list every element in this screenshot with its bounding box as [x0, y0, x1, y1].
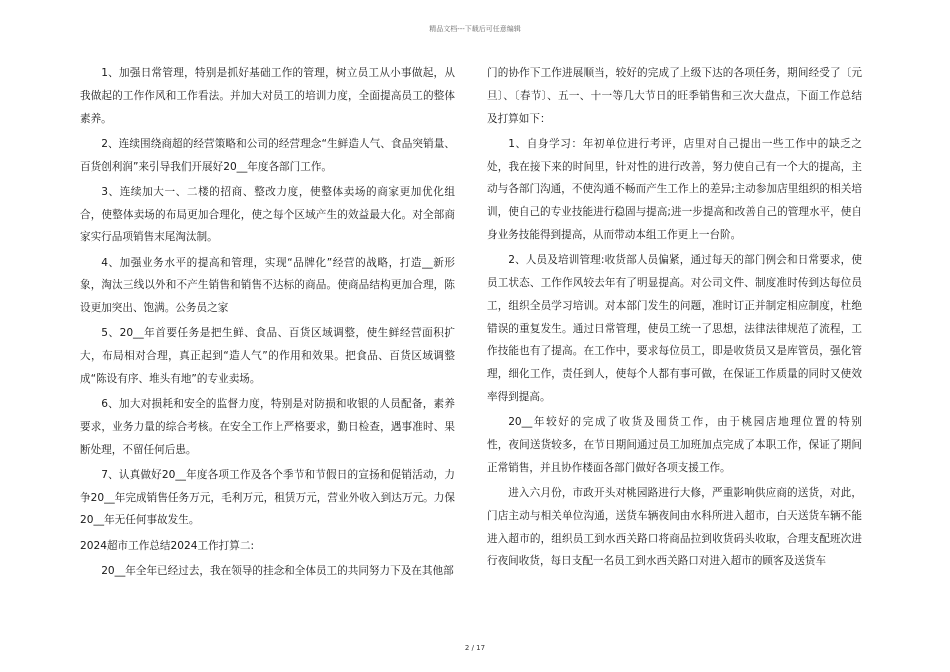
right-text-column: [487, 62, 894, 575]
paragraph: 4、加强业务水平的提高和管理，实现“品牌化”经营的战略，打造__新形象，淘汰三线以外和不产生销售和销售不达标的商品。使商品结构更加合理，陈设更加突出、饱满。公务员之家: [80, 256, 455, 315]
paragraph: 1、加强日常管理，特别是抓好基础工作的管理，树立员工从小事做起，从我做起的工作作风和工作看法。并加大对员工的培训力度，全面提高员工的整体素养。: [80, 67, 455, 125]
paragraph: 6、加大对损耗和安全的监督力度，特别是对防损和收银的人员配备，素养要求，业务力量的综合考核。在安全工作上严格要求，勤日检查，遇事准时、果断处理，不留任何后患。: [80, 398, 455, 456]
paragraph: 进入六月份，市政开头对桃园路进行大修，严重影响供应商的送货，对此，门店主动与相关单位沟通，送货车辆夜间由水科所进入超市，白天送货车辆不能进入超市的，组织员工到水西关路口将商品拉到收货码头收取，合理支配班次进行夜间收货，每日支配一名员工到水西关路口对进入超市的顾客及送货车: [487, 486, 862, 568]
paragraph: 1、自身学习：年初单位进行考评，店里对自己提出一些工作中的缺乏之处，我在接下来的时间里，针对性的进行改善，努力使自己有一个大的提高，主动与各部门沟通，不使沟通不畅而产生工作上的差异;主动参加店里组织的相关培训，使自己的专业技能进行稳固与提高;进一步提高和改善自己的管理水平，使自身业务技能得到提高，从而带动本组工作更上一台阶。: [487, 137, 862, 241]
left-text-column: [80, 62, 455, 585]
paragraph: 5、20__年首要任务是把生鲜、食品、百货区域调整，使生鲜经营面积扩大，布局相对合理，真正起到“造人气”的作用和效果。把食品、百货区域调整成“陈设有序、堆头有地”的专业卖场。: [80, 327, 455, 385]
paragraph: 2、连续围绕商超的经营策略和公司的经营理念“生鲜造人气、食品突销量、百货创利润”来引导我们开展好20__年度各部门工作。: [80, 137, 455, 173]
paragraph: 2、人员及培训管理:收货部人员偏紧，通过每天的部门例会和日常要求，使员工状态、工作作风较去年有了明显提高。对公司文件、制度准时传到达每位员工，组织全员学习培训。对本部门发生的问题，准时订正并制定相应制度，杜绝错误的重复发生。通过日常管理，使员工统一了思想，法律法律规范了流程，工作技能也有了提高。在工作中，要求每位员工，即是收货员又是库管员，强化管理，细化工作，责任到人，使每个人都有事可做，在保证工作质量的同时又使效率得到提高。: [487, 254, 862, 403]
paragraph: 门的协作下工作进展顺当，较好的完成了上级下达的各项任务，期间经受了〔元旦〕、〔春节〕、五一、十一等几大节日的旺季销售和三次大盘点，下面工作总结及打算如下：: [487, 67, 862, 125]
paragraph: 20__年较好的完成了收货及囤货工作，由于桃园店地理位置的特别 性，夜间送货较多，在节日期间通过员工加班加点完成了本职工作，保证了期间正常销售，并且协作楼面各部门做好各项支援工作。: [487, 416, 894, 474]
page-header-note: 精品文档---下载后可任意编辑: [429, 25, 521, 33]
paragraph: 3、连续加大一、二楼的招商、整改力度，使整体卖场的商家更加优化组合，使整体卖场的布局更加合理化，使之每个区域产生的效益最大化。对全部商家实行品项销售末尾淘汰制。: [80, 185, 455, 244]
page-number: 2 / 17: [464, 644, 486, 652]
paragraph: 20__年全年已经过去，我在领导的挂念和全体员工的共同努力下及在其他部: [101, 564, 454, 577]
section-heading: 2024超市工作总结2024工作打算二:: [80, 539, 255, 552]
paragraph: 7、认真做好20__年度各项工作及各个季节和节假日的宣扬和促销活动，力争20__年完成销售任务万元，毛利万元，租赁万元，营业外收入到达万元。力保20__年无任何事故发生。: [80, 468, 455, 527]
